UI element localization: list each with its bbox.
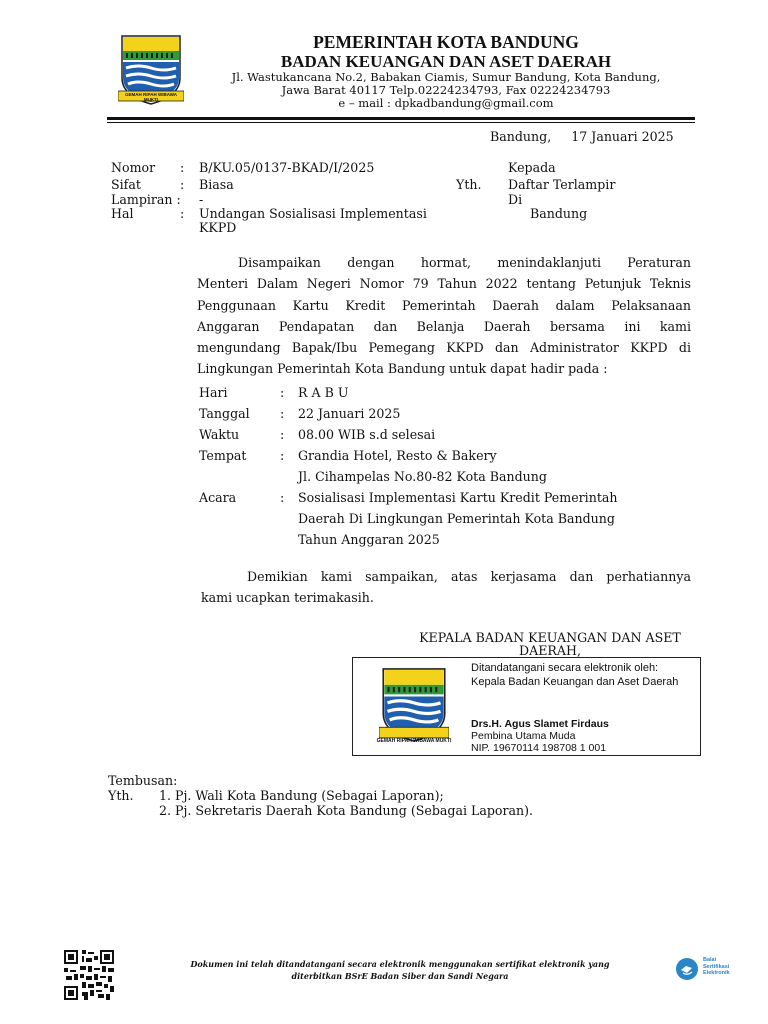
signer-name: Drs.H. Agus Slamet Firdaus [471,718,609,730]
letterhead-rule-thick [107,117,695,120]
acara-label: Acara [199,490,237,505]
bsre-line-1: Balai [703,957,717,963]
recipient-kota: Bandung [530,206,588,221]
colon: : [180,177,185,192]
recipient-daftar: Daftar Terlampir [508,177,616,192]
tembusan-item-2: 2. Pj. Sekretaris Daerah Kota Bandung (Sebagai Laporan). [159,803,534,818]
e-signature-box [352,657,701,756]
bsre-line-3: Elektronik [703,970,730,976]
signature-position-2: DAERAH, [519,643,581,658]
hal-value-1: Undangan Sosialisasi Implementasi [199,206,427,221]
colon: : [280,427,285,442]
body-line: Penggunaan Kartu Kredit Pemerintah Daerah dalam Pelaksanaan [197,297,691,313]
colon: : [280,448,285,463]
colon: : [180,160,185,175]
kop-email: e – mail : dpkadbandung@gmail.com [338,96,554,110]
letterhead [0,0,768,130]
signer-nip: NIP. 19670114 198708 1 001 [471,742,607,754]
closing-paragraph [201,566,691,609]
nomor-label: Nomor [111,160,156,175]
esign-line-1: Ditandatangani secara elektronik oleh: [471,662,659,674]
nomor-value: B/KU.05/0137-BKAD/I/2025 [199,160,375,175]
footer-line-2: diterbitkan BSrE Badan Siber dan Sandi Negara [291,971,509,981]
tembusan-title: Tembusan: [108,773,178,788]
qr-code-icon [64,950,114,1000]
bandung-logo-icon [379,664,449,746]
logo-motto: GEMAH RIPAH WIBAWA MUKTI [125,92,177,102]
sifat-value: Biasa [199,177,234,192]
letter-date: Bandung, 17 Januari 2025 [490,129,674,144]
tempat-value-1: Grandia Hotel, Resto & Bakery [298,448,497,463]
tembusan-yth: Yth. [108,788,134,803]
hari-label: Hari [199,385,228,400]
waktu-label: Waktu [199,427,240,442]
footer-line-1: Dokumen ini telah ditandatangani secara elektronik menggunakan sertifikat elektronik yang [190,959,610,969]
body-paragraph [197,252,691,380]
recipient-di: Di [508,192,523,207]
recipient-yth: Yth. [456,177,482,192]
signature-position-1: KEPALA BADAN KEUANGAN DAN ASET [419,630,681,645]
closing-line-1: Demikian kami sampaikan, atas kerjasama dan perhatiannya [247,569,691,584]
logo-motto: GEMAH RIPAH WIBAWA MUKTI [376,738,452,744]
body-line: Lingkungan Pemerintah Kota Bandung untuk dapat hadir pada : [197,361,608,377]
acara-value-1: Sosialisasi Implementasi Kartu Kredit Pemerintah [298,490,618,505]
kop-address-1: Jl. Wastukancana No.2, Babakan Ciamis, Sumur Bandung, Kota Bandung, [231,70,661,84]
hal-label: Hal [111,206,134,221]
sifat-label: Sifat [111,177,141,192]
bsre-logo-icon [675,957,699,981]
body-line: Anggaran Pendapatan dan Belanja Daerah bersama ini kami [197,318,691,334]
hal-value-2: KKPD [199,220,237,235]
body-line: Menteri Dalam Negeri Nomor 79 Tahun 2022 tentang Petunjuk Teknis [197,276,691,292]
signer-rank: Pembina Utama Muda [471,730,576,742]
kop-line2: BADAN KEUANGAN DAN ASET DAERAH [280,52,612,71]
acara-value-2: Daerah Di Lingkungan Pemerintah Kota Bandung [298,511,615,526]
colon: : [180,206,185,221]
colon: : [280,406,285,421]
colon: : [280,385,285,400]
lampiran-value: - [199,192,204,207]
colon: : [280,490,285,505]
tanggal-label: Tanggal [199,406,250,421]
body-line: Disampaikan dengan hormat, menindaklanjuti Peraturan [238,255,691,270]
esign-line-2: Kepala Badan Keuangan dan Aset Daerah [471,676,679,688]
kop-line1: PEMERINTAH KOTA BANDUNG [313,32,579,52]
tempat-label: Tempat [199,448,247,463]
kop-address-2: Jawa Barat 40117 Telp.02224234793, Fax 02224234793 [281,83,611,97]
body-line: mengundang Bapak/Ibu Pemegang KKPD dan Administrator KKPD di [197,340,691,356]
tempat-value-2: Jl. Cihampelas No.80-82 Kota Bandung [298,469,547,484]
waktu-value: 08.00 WIB s.d selesai [298,427,436,442]
hari-value: R A B U [298,385,349,400]
bsre-line-2: Sertifikasi [703,963,730,970]
recipient-kepada: Kepada [508,160,556,175]
tanggal-value: 22 Januari 2025 [298,406,401,421]
letterhead-rule-thin [107,122,695,123]
acara-value-3: Tahun Anggaran 2025 [298,532,440,547]
bsre-label [703,957,730,977]
lampiran-label: Lampiran : [111,192,181,207]
closing-line-2: kami ucapkan terimakasih. [201,590,374,606]
tembusan-item-1: 1. Pj. Wali Kota Bandung (Sebagai Laporan); [159,788,444,803]
